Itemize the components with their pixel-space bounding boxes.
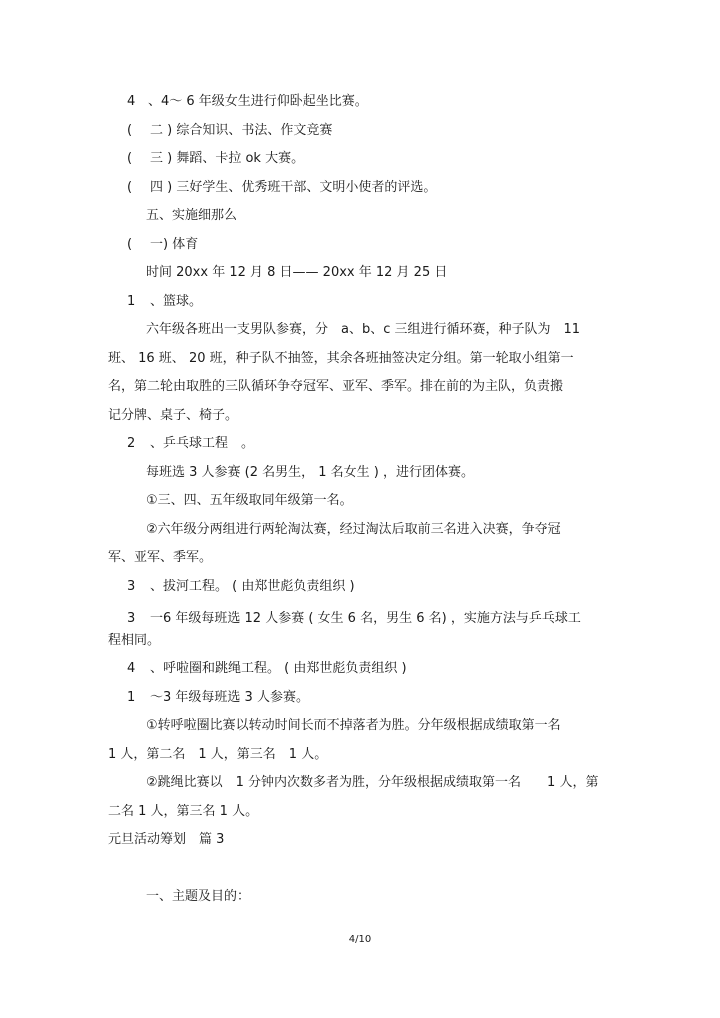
text-line: ①转呼啦圈比赛以转动时间长而不掉落者为胜。分年级根据成绩取第一名	[146, 718, 561, 733]
section-heading: 一、主题及目的：	[146, 889, 251, 904]
list-number: (	[127, 151, 133, 166]
text-line: 四 ) 三好学生、优秀班干部、文明小使者的评选。	[150, 180, 437, 195]
list-number: 3	[127, 611, 136, 626]
text-line: ①三、四、五年级取同年级第一名。	[146, 493, 353, 508]
text-line: 一) 体育	[150, 237, 199, 252]
list-number: 4	[127, 94, 136, 109]
section-heading: 五、实施细那么	[146, 208, 238, 223]
text-line: 班、 16 班、 20 班，种子队不抽签，其余各班抽签决定分组。第一轮取小组第一	[108, 351, 574, 366]
text-line: 、拔河工程。 ( 由郑世彪负责组织 )	[150, 579, 355, 594]
text-line: 程相同。	[108, 633, 161, 648]
text-line: 军、亚军、季军。	[108, 550, 213, 565]
list-number: 4	[127, 661, 136, 676]
text-line: 二 ) 综合知识、书法、作文竞赛	[150, 123, 333, 138]
text-line: 时间 20xx 年 12 月 8 日—— 20xx 年 12 月 25 日	[146, 265, 448, 280]
page-number: 4/10	[348, 934, 372, 945]
list-number: (	[127, 123, 133, 138]
text-line: 、呼啦圈和跳绳工程。 ( 由郑世彪负责组织 )	[150, 661, 407, 676]
list-number: 3	[127, 579, 136, 594]
text-line: 每班选 3 人参赛 (2 名男生， 1 名女生 ) ，进行团体赛。	[146, 465, 475, 480]
list-number: (	[127, 180, 133, 195]
list-number: 1	[127, 690, 136, 705]
text-line: 、篮球。	[150, 294, 203, 309]
text-line: 二名 1 人，第三名 1 人。	[108, 804, 259, 819]
text-line: ②跳绳比赛以 1 分钟内次数多者为胜，分年级根据成绩取第一名 1 人，第	[146, 775, 599, 790]
text-line: 1 人，第二名 1 人，第三名 1 人。	[108, 747, 328, 762]
section-title: 元旦活动筹划 篇 3	[108, 832, 225, 847]
text-line: ～3 年级每班选 3 人参赛。	[150, 690, 309, 705]
text-line: 记分牌、桌子、椅子。	[108, 408, 239, 423]
text-line: 一6 年级每班选 12 人参赛 ( 女生 6 名，男生 6 名) ，实施方法与乒乓球工	[150, 611, 581, 626]
text-line: 名，第二轮由取胜的三队循环争夺冠军、亚军、季军。排在前的为主队，负责搬	[108, 379, 564, 394]
list-number: 2	[127, 436, 136, 451]
text-line: 三 ) 舞蹈、卡拉 ok 大赛。	[150, 151, 305, 166]
text-line: ②六年级分两组进行两轮淘汰赛，经过淘汰后取前三名进入决赛，争夺冠	[146, 522, 561, 537]
text-line: 、4～ 6 年级女生进行仰卧起坐比赛。	[148, 94, 368, 109]
text-line: 六年级各班出一支男队参赛，分 a、b、c 三组进行循环赛，种子队为 11	[146, 322, 581, 337]
text-line: 、乒乓球工程 。	[150, 436, 255, 451]
list-number: 1	[127, 294, 136, 309]
list-number: (	[127, 237, 133, 252]
